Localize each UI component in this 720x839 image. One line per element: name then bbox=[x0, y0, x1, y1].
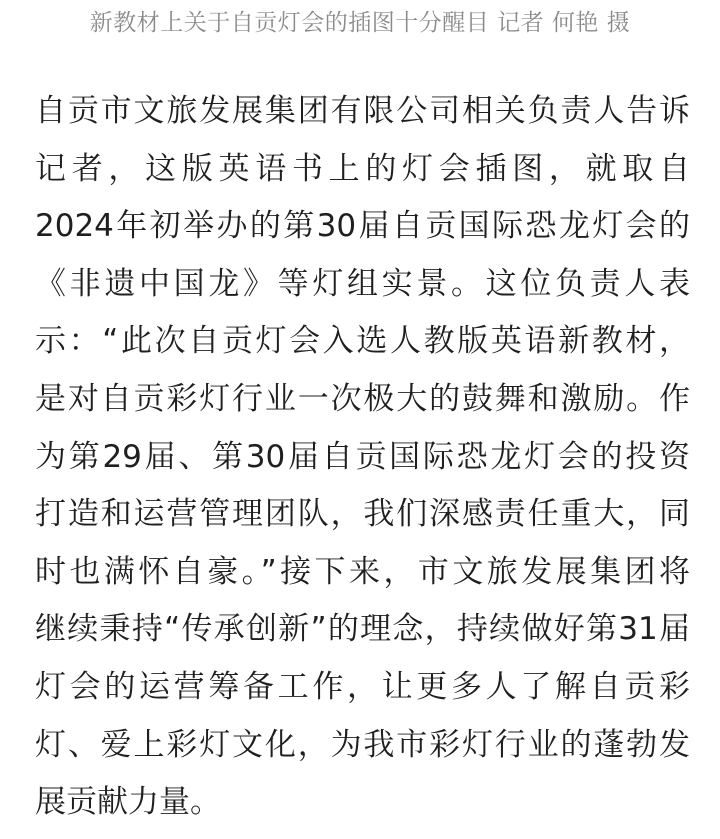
paragraph-line: 《非遗中国龙》等灯组实景。这位负责人表 bbox=[35, 265, 690, 302]
paragraph-line: 打造和运营管理团队，我们深感责任重大，同 bbox=[35, 496, 690, 533]
paragraph-line: 记者，这版英语书上的灯会插图，就取自 bbox=[35, 150, 690, 187]
paragraph-line: 为第29届、第30届自贡国际恐龙灯会的投资 bbox=[35, 438, 690, 475]
paragraph-line: 展贡献力量。 bbox=[35, 784, 221, 821]
paragraph-line: 2024年初举办的第30届自贡国际恐龙灯会的 bbox=[35, 208, 690, 245]
paragraph-line: 灯会的运营筹备工作，让更多人了解自贡彩 bbox=[35, 668, 690, 705]
paragraph-line: 继续秉持“传承创新”的理念，持续做好第31届 bbox=[35, 611, 690, 648]
photo-caption: 新教材上关于自贡灯会的插图十分醒目 记者 何艳 摄 bbox=[89, 10, 631, 36]
paragraph-line: 时也满怀自豪。”接下来，市文旅发展集团将 bbox=[35, 553, 690, 590]
paragraph-line: 示：“此次自贡灯会入选人教版英语新教材， bbox=[35, 323, 690, 360]
paragraph-line: 是对自贡彩灯行业一次极大的鼓舞和激励。作 bbox=[35, 380, 690, 417]
article-paragraph bbox=[35, 83, 690, 832]
paragraph-line: 自贡市文旅发展集团有限公司相关负责人告诉 bbox=[35, 93, 690, 129]
paragraph-line: 灯、爱上彩灯文化，为我市彩灯行业的蓬勃发 bbox=[35, 726, 690, 763]
